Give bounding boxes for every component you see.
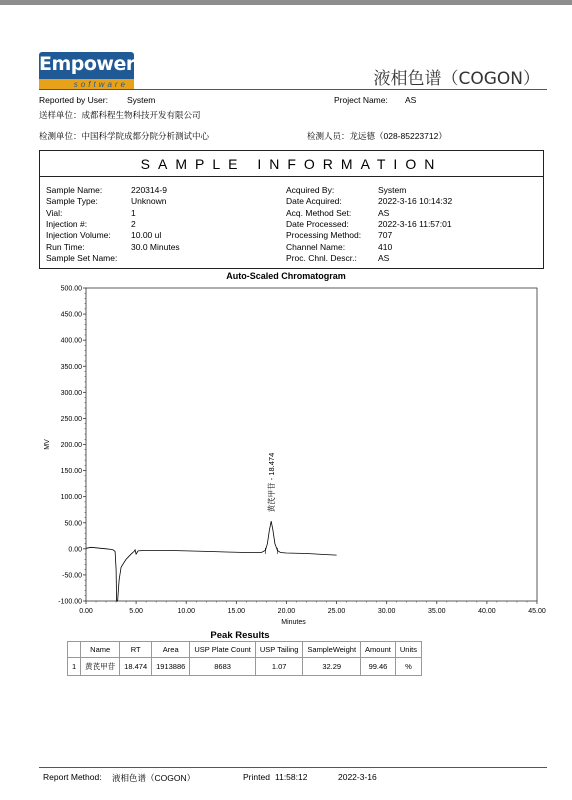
peak-col-header: RT: [120, 642, 152, 658]
report-method-value: 液相色谱（COGON）: [112, 773, 196, 783]
peak-col-header: SampleWeight: [303, 642, 361, 658]
peak-cell: 32.29: [303, 658, 361, 676]
test-unit: 检测单位：中国科学院成都分院分析测试中心: [39, 131, 210, 141]
sample-info-right-label-0: Acquired By:: [286, 185, 335, 195]
peak-results-table: [67, 641, 422, 676]
sample-information-box: [39, 150, 544, 269]
y-tick-label: 0.00: [68, 546, 82, 554]
sender-unit: 送样单位：成都科程生物科技开发有限公司: [39, 110, 201, 120]
y-axis-label: MV: [44, 439, 51, 450]
y-tick-label: -100.00: [58, 598, 82, 606]
report-title: 液相色谱（COGON）: [373, 69, 540, 89]
peak-col-header: USP Tailing: [255, 642, 303, 658]
chart-title: Auto-Scaled Chromatogram: [226, 271, 346, 281]
logo-main-text: Empower: [39, 53, 135, 75]
sample-info-left-value-3: 2: [131, 218, 136, 229]
y-tick-label: -50.00: [62, 572, 82, 580]
x-tick-label: 15.00: [227, 608, 246, 615]
x-tick-label: 45.00: [528, 608, 546, 615]
sample-info-left-label-2: Vial:: [46, 207, 63, 218]
peak-cell: %: [395, 658, 421, 676]
sample-info-right-value-3: 2022-3-16 11:57:01: [378, 218, 452, 229]
sample-info-right-label-5: Channel Name:: [286, 241, 346, 252]
peak-col-header: [68, 642, 81, 658]
chart-annotations: [265, 453, 277, 554]
sample-info-left-label-4: Injection Volume:: [46, 230, 111, 241]
sample-info-right-label-1: Date Acquired:: [286, 196, 342, 207]
empower-logo: [39, 52, 134, 90]
sample-info-left-label-1: Sample Type:: [46, 196, 98, 207]
sample-info-left-value-5: 30.0 Minutes: [131, 241, 180, 252]
sample-info-left-label-5: Run Time:: [46, 241, 85, 252]
x-tick-label: 30.00: [377, 608, 396, 615]
peak-col-header: Units: [395, 642, 421, 658]
x-tick-label: 35.00: [428, 608, 446, 615]
sample-information-title: SAMPLE INFORMATION: [40, 151, 543, 177]
peak-results-title: Peak Results: [210, 630, 270, 641]
sample-info-right-value-2: AS: [378, 207, 390, 218]
footer-divider: [39, 767, 547, 768]
y-tick-label: 200.00: [60, 442, 82, 449]
x-axis-label: Minutes: [281, 619, 306, 626]
y-tick-label: 150.00: [60, 468, 82, 476]
chart-axes: [44, 286, 546, 627]
x-tick-label: 40.00: [478, 608, 496, 615]
peak-cell: 99.46: [361, 658, 396, 676]
sample-info-right-label-2: Acq. Method Set:: [286, 207, 352, 218]
sample-info-right-value-6: AS: [378, 252, 390, 263]
y-tick-label: 350.00: [60, 363, 82, 371]
peak-cell: 黄芪甲苷: [81, 658, 120, 676]
chart-series: [86, 521, 337, 601]
sample-info-right-value-5: 410: [378, 241, 393, 252]
reported-by-label: Reported by User:: [39, 95, 108, 105]
sample-info-left-value-2: 1: [131, 207, 136, 218]
peak-col-header: Area: [152, 642, 190, 658]
sample-info-left-value-4: 10.00 ul: [131, 230, 162, 241]
sample-info-right-value-0: System: [378, 185, 407, 195]
y-tick-label: 500.00: [60, 285, 82, 293]
peak-table-body: [68, 658, 422, 676]
peak-col-header: Amount: [361, 642, 396, 658]
sample-info-left-label-0: Sample Name:: [46, 185, 103, 195]
project-label: Project Name:: [334, 95, 388, 105]
y-tick-label: 400.00: [60, 337, 82, 345]
peak-col-header: USP Plate Count: [190, 642, 256, 658]
top-bar: [0, 0, 572, 5]
reported-by-value: System: [127, 95, 156, 105]
logo-sub-text: software: [73, 80, 128, 89]
x-tick-label: 25.00: [327, 608, 346, 615]
x-tick-label: 10.00: [177, 608, 195, 615]
report-method-label: Report Method:: [43, 772, 102, 782]
peak-cell: 1.07: [255, 658, 303, 676]
sample-info-left-label-3: Injection #:: [46, 218, 88, 229]
project-value: AS: [405, 95, 417, 105]
printed-time: 11:58:12: [275, 772, 308, 782]
y-tick-label: 100.00: [60, 494, 82, 502]
peak-cell: 18.474: [120, 658, 152, 676]
sample-info-right-value-4: 707: [378, 230, 393, 241]
chromatogram-chart: [0, 280, 572, 626]
y-tick-label: 300.00: [60, 389, 82, 397]
peak-cell: 1: [68, 658, 81, 676]
x-tick-label: 5.00: [129, 608, 143, 615]
sample-info-left-value-1: Unknown: [131, 196, 167, 207]
chromatogram-trace: [86, 521, 337, 601]
peak-col-header: Name: [81, 642, 120, 658]
sample-info-left-value-0: 220314-9: [131, 185, 167, 195]
x-tick-label: 20.00: [277, 608, 296, 615]
y-tick-label: 250.00: [60, 415, 82, 423]
peak-table-header: [68, 642, 422, 658]
sample-info-right-label-6: Proc. Chnl. Descr.:: [286, 252, 357, 263]
peak-cell: 1913886: [152, 658, 190, 676]
printed-date: 2022-3-16: [338, 772, 377, 782]
tester: 检测人员：龙远德（028-85223712）: [307, 131, 447, 141]
sample-info-left-label-6: Sample Set Name:: [46, 252, 118, 263]
table-row: [68, 658, 422, 676]
peak-cell: 8683: [190, 658, 256, 676]
sample-info-right-label-4: Processing Method:: [286, 230, 362, 241]
y-tick-label: 50.00: [64, 520, 82, 528]
x-tick-label: 0.00: [79, 608, 93, 615]
header-divider: [39, 89, 547, 90]
sample-info-right-label-3: Date Processed:: [286, 218, 349, 229]
sample-info-right-value-1: 2022-3-16 10:14:32: [378, 196, 453, 207]
peak-label: 黄芪甲苷 - 18.474: [267, 452, 277, 513]
printed-label: Printed: [243, 772, 270, 782]
y-tick-label: 450.00: [60, 311, 82, 319]
